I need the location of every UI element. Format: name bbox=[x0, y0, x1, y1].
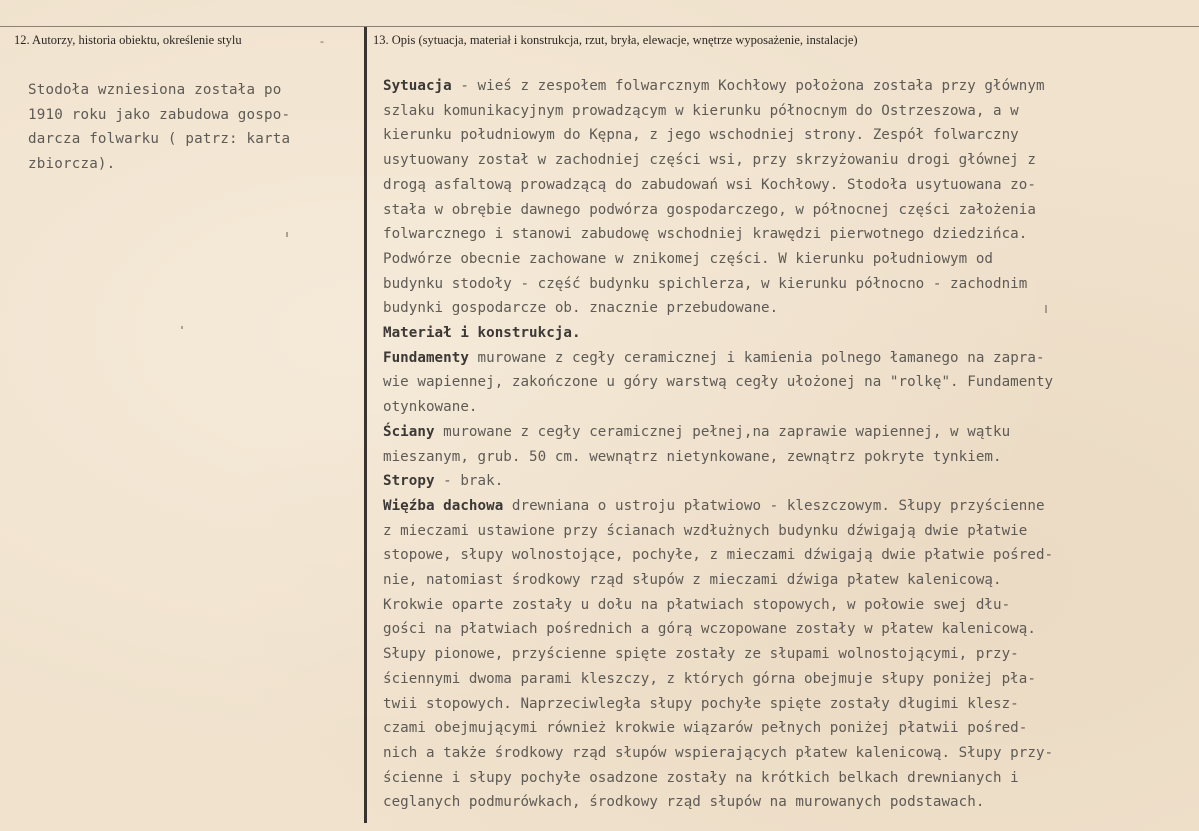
text-line bbox=[383, 469, 1183, 494]
text-line: mieszanym, grub. 50 cm. wewnątrz nietynkowane, zewnątrz pokryte tynkiem. bbox=[383, 448, 1002, 465]
heading-wiezba-dachowa: Więźba dachowa bbox=[383, 497, 504, 514]
header-section-12: 12. Autorzy, historia obiektu, określenie stylu bbox=[14, 33, 242, 47]
heading-fundamenty: Fundamenty bbox=[383, 349, 469, 366]
text-span: drewniana o ustroju płatwiowo - kleszczowym. Słupy przyścienne bbox=[503, 497, 1045, 514]
text-span: murowane z cegły ceramicznej i kamienia polnego łamanego na zapra- bbox=[468, 349, 1045, 366]
text-line: ściennymi dwoma parami kleszczy, z których górna obejmuje słupy poniżej pła- bbox=[383, 670, 1036, 687]
text-line: Krokwie oparte zostały u dołu na płatwiach stopowych, w połowie swej dłu- bbox=[383, 596, 1011, 613]
paper-speck bbox=[1045, 305, 1047, 313]
description-text bbox=[383, 74, 1183, 815]
text-line: otynkowane. bbox=[383, 399, 478, 416]
heading-material-konstrukcja: Materiał i konstrukcja. bbox=[383, 325, 581, 342]
text-line: usytuowany został w zachodniej części wsi, przy skrzyżowaniu drogi głównej z bbox=[383, 152, 1036, 169]
heading-sciany: Ściany bbox=[383, 423, 435, 440]
text-line: budynku stodoły - część budynku spichlerza, w kierunku północno - zachodnim bbox=[383, 275, 1028, 292]
text-line: zbiorcza). bbox=[28, 155, 116, 172]
text-line: 1910 roku jako zabudowa gospo- bbox=[28, 106, 291, 123]
text-line: nie, natomiast środkowy rząd słupów z mieczami dźwiga płatew kalenicową. bbox=[383, 572, 1002, 589]
text-line: ścienne i słupy pochyłe osadzone zostały na krótkich belkach drewnianych i bbox=[383, 769, 1019, 786]
text-line bbox=[383, 74, 1183, 99]
paper-speck bbox=[286, 232, 288, 237]
heading-stropy: Stropy bbox=[383, 473, 435, 490]
top-rule bbox=[0, 26, 1199, 27]
text-line: nich a także środkowy rząd słupów wspierających płatew kalenicową. Słupy przy- bbox=[383, 744, 1054, 761]
text-line: wie wapiennej, zakończone u góry warstwą cegły ułożonej na "rolkę". Fundamenty bbox=[383, 374, 1054, 391]
text-span: - wieś z zespołem folwarcznym Kochłowy położona została przy głównym bbox=[451, 78, 1045, 94]
text-line: twii stopowych. Naprzeciwległa słupy pochyłe spięte zostały długimi klesz- bbox=[383, 695, 1019, 712]
header-mark: - bbox=[320, 34, 324, 48]
text-line: Podwórze obecnie zachowane w znikomej części. W kierunku południowym od bbox=[383, 250, 994, 267]
text-line: ceglanych podmurówkach, środkowy rząd słupów na murowanych podstawach. bbox=[383, 794, 985, 811]
text-line: budynki gospodarcze ob. znacznie przebudowane. bbox=[383, 300, 779, 317]
text-span: - brak. bbox=[434, 473, 504, 490]
paper-speck bbox=[181, 326, 183, 329]
text-span: murowane z cegły ceramicznej pełnej,na zaprawie wapiennej, w wątku bbox=[434, 423, 1011, 440]
text-line: Stodoła wzniesiona została po bbox=[28, 82, 282, 98]
text-line: darcza folwarku ( patrz: karta bbox=[28, 131, 291, 147]
text-line bbox=[383, 346, 1183, 371]
text-line: gości na płatwiach pośrednich a górą wczopowane zostały w płatew kalenicową. bbox=[383, 621, 1036, 638]
authors-history-text bbox=[28, 78, 346, 176]
heading-sytuacja: Sytuacja bbox=[383, 78, 452, 94]
header-section-13: 13. Opis (sytuacja, materiał i konstrukcja, rzut, bryła, elewacje, wnętrze wyposażenie, instalacje) bbox=[373, 33, 858, 47]
text-line: stopowe, słupy wolnostojące, pochyłe, z mieczami dźwigają dwie płatwie pośred- bbox=[383, 547, 1054, 564]
text-line: z mieczami ustawione przy ścianach wzdłużnych budynku dźwigają dwie płatwie bbox=[383, 522, 1028, 539]
text-line bbox=[383, 420, 1183, 445]
text-line: szlaku komunikacyjnym prowadzącym w kierunku północnym do Ostrzeszowa, a w bbox=[383, 102, 1019, 119]
text-line: drogą asfaltową prowadzącą do zabudowań wsi Kochłowy. Stodoła usytuowana zo- bbox=[383, 176, 1036, 193]
text-line: folwarcznego i stanowi zabudowę wschodniej krawędzi pierwotnego dziedzińca. bbox=[383, 226, 1028, 243]
text-line: stała w obrębie dawnego podwórza gospodarczego, w północnej części założenia bbox=[383, 201, 1036, 218]
text-line: Słupy pionowe, przyścienne spięte zostały ze słupami wolnostojącymi, przy- bbox=[383, 646, 1019, 663]
text-line: kierunku południowym do Kępna, z jego wschodniej strony. Zespół folwarczny bbox=[383, 127, 1019, 144]
text-line: czami obejmującymi również krokwie wiązarów pełnych poniżej płatwii pośred- bbox=[383, 720, 1028, 737]
text-line bbox=[383, 494, 1183, 519]
column-divider bbox=[364, 27, 367, 823]
